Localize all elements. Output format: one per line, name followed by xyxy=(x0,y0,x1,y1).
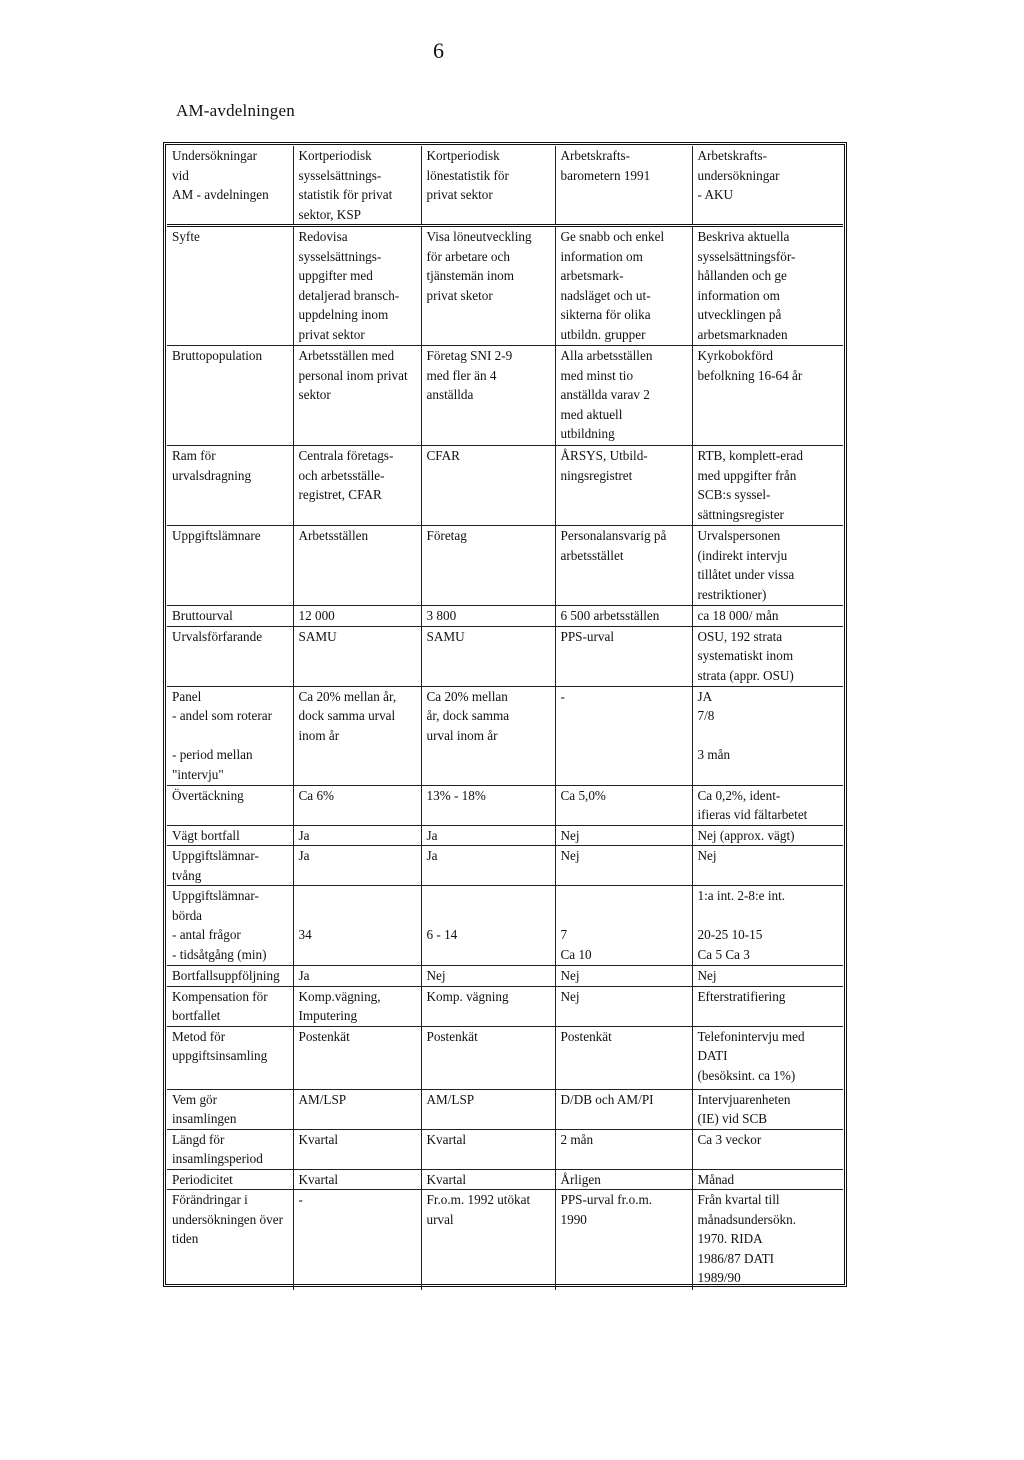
table-cell: Kvartal xyxy=(421,1169,555,1190)
table-cell: Komp. vägning xyxy=(421,986,555,1026)
table-cell: 3 800 xyxy=(421,606,555,627)
row-label: Vägt bortfall xyxy=(167,825,293,846)
row-label: Ram för urvalsdragning xyxy=(167,446,293,526)
table-cell: Fr.o.m. 1992 utökat urval xyxy=(421,1190,555,1290)
row-label: Syfte xyxy=(167,226,293,346)
row-label: Vem gör insamlingen xyxy=(167,1089,293,1129)
table-row xyxy=(167,785,843,825)
row-label: Uppgiftslämnar- tvång xyxy=(167,846,293,886)
table-cell: 6 - 14 xyxy=(421,886,555,966)
table-cell: Visa löneutveckling för arbetare och tjänstemän inom privat sketor xyxy=(421,226,555,346)
table-row xyxy=(167,1190,843,1290)
table-cell: Nej xyxy=(555,966,692,987)
table-header-row xyxy=(167,146,843,226)
table-row xyxy=(167,825,843,846)
table-cell: SAMU xyxy=(293,626,421,686)
table-cell: 1:a int. 2-8:e int. 20-25 10-15 Ca 5 Ca 3 xyxy=(692,886,843,966)
table-row xyxy=(167,1089,843,1129)
table-cell: Komp.vägning, Imputering xyxy=(293,986,421,1026)
table-cell: Nej xyxy=(555,986,692,1026)
table-row xyxy=(167,686,843,785)
table-cell: Nej xyxy=(421,966,555,987)
table-cell: - xyxy=(293,1190,421,1290)
table-row xyxy=(167,966,843,987)
header-cell: Arbetskrafts- undersökningar - AKU xyxy=(692,146,843,226)
row-label: Metod för uppgiftsinsamling xyxy=(167,1026,293,1089)
table-cell: Nej xyxy=(555,846,692,886)
header-cell: Undersökningar vid AM - avdelningen xyxy=(167,146,293,226)
table-cell: Nej xyxy=(555,825,692,846)
table-cell: 2 mån xyxy=(555,1129,692,1169)
table-cell: AM/LSP xyxy=(421,1089,555,1129)
table-cell: Årligen xyxy=(555,1169,692,1190)
table-cell: Nej (approx. vägt) xyxy=(692,825,843,846)
table-row xyxy=(167,986,843,1026)
table-cell: CFAR xyxy=(421,446,555,526)
table-cell: 13% - 18% xyxy=(421,785,555,825)
table-row xyxy=(167,606,843,627)
table-cell: Ca 0,2%, ident- ifieras vid fältarbetet xyxy=(692,785,843,825)
row-label: Panel - andel som roterar - period mellan "intervju" xyxy=(167,686,293,785)
table-cell: Arbetsställen med personal inom privat sektor xyxy=(293,346,421,446)
table-cell: PPS-urval fr.o.m. 1990 xyxy=(555,1190,692,1290)
table-cell: Urvalspersonen (indirekt intervju tillåtet under vissa restriktioner) xyxy=(692,526,843,606)
table-cell: Intervjuarenheten (IE) vid SCB xyxy=(692,1089,843,1129)
table-cell: Ca 20% mellan år, dock samma urval inom år xyxy=(293,686,421,785)
table-row xyxy=(167,886,843,966)
table-row xyxy=(167,1026,843,1089)
table-cell: Ca 20% mellan år, dock samma urval inom år xyxy=(421,686,555,785)
table-cell: Ca 3 veckor xyxy=(692,1129,843,1169)
table-row xyxy=(167,346,843,446)
table-row xyxy=(167,226,843,346)
table-cell: Personalansvarig på arbetsstället xyxy=(555,526,692,606)
table-cell: 12 000 xyxy=(293,606,421,627)
table-cell: JA 7/8 3 mån xyxy=(692,686,843,785)
table-cell: Kvartal xyxy=(293,1169,421,1190)
header-cell: Kortperiodisk sysselsättnings- statistik för privat sektor, KSP xyxy=(293,146,421,226)
header-cell: Arbetskrafts- barometern 1991 xyxy=(555,146,692,226)
table-cell: 7 Ca 10 xyxy=(555,886,692,966)
table-cell: 6 500 arbetsställen xyxy=(555,606,692,627)
table-cell: - xyxy=(555,686,692,785)
table-cell: Kyrkobokförd befolkning 16-64 år xyxy=(692,346,843,446)
table-cell: Alla arbetsställen med minst tio anställda varav 2 med aktuell utbildning xyxy=(555,346,692,446)
table-row xyxy=(167,626,843,686)
page-number: 6 xyxy=(433,38,444,63)
table-row xyxy=(167,1129,843,1169)
table-cell: Nej xyxy=(692,846,843,886)
table-cell: Postenkät xyxy=(421,1026,555,1089)
row-label: Bruttourval xyxy=(167,606,293,627)
table-cell: Ca 5,0% xyxy=(555,785,692,825)
table-cell: PPS-urval xyxy=(555,626,692,686)
table-cell: Ja xyxy=(293,966,421,987)
table-cell: Ja xyxy=(293,846,421,886)
table-cell: Ja xyxy=(421,825,555,846)
table-cell: Kvartal xyxy=(293,1129,421,1169)
row-label: Längd för insamlingsperiod xyxy=(167,1129,293,1169)
table-cell: ÅRSYS, Utbild- ningsregistret xyxy=(555,446,692,526)
table-cell: D/DB och AM/PI xyxy=(555,1089,692,1129)
row-label: Förändringar i undersökningen över tiden xyxy=(172,1192,283,1246)
table-row xyxy=(167,526,843,606)
table-cell: RTB, komplett-erad med uppgifter från SCB:s syssel- sättningsregister xyxy=(692,446,843,526)
table-row xyxy=(167,1169,843,1190)
table-row xyxy=(167,846,843,886)
table-cell: Företag xyxy=(421,526,555,606)
table-cell: Beskriva aktuella sysselsättningsför- hållanden och ge information om utvecklingen på arbetsmarknaden xyxy=(692,226,843,346)
table-cell: SAMU xyxy=(421,626,555,686)
table-cell: Ja xyxy=(293,825,421,846)
row-label: Periodicitet xyxy=(167,1169,293,1190)
table-cell: Centrala företags- och arbetsställe- registret, CFAR xyxy=(293,446,421,526)
section-title: AM-avdelningen xyxy=(176,101,295,120)
table-cell: Arbetsställen xyxy=(293,526,421,606)
table-cell: AM/LSP xyxy=(293,1089,421,1129)
table-cell: Företag SNI 2-9 med fler än 4 anställda xyxy=(421,346,555,446)
row-label: Uppgiftslämnare xyxy=(167,526,293,606)
table-cell: Månad xyxy=(692,1169,843,1190)
table-cell: Ja xyxy=(421,846,555,886)
row-label: Uppgiftslämnar- börda - antal frågor - tidsåtgång (min) xyxy=(167,886,293,966)
table-cell: ca 18 000/ mån xyxy=(692,606,843,627)
table-cell: Ca 6% xyxy=(293,785,421,825)
table-cell: Postenkät xyxy=(555,1026,692,1089)
table-cell: Kvartal xyxy=(421,1129,555,1169)
row-label: Bruttopopulation xyxy=(167,346,293,446)
table-cell: Efterstratifiering xyxy=(692,986,843,1026)
row-label: Kompensation för bortfallet xyxy=(167,986,293,1026)
header-cell: Kortperiodisk lönestatistik för privat sektor xyxy=(421,146,555,226)
survey-comparison-table xyxy=(167,146,843,1290)
table-cell: OSU, 192 strata systematiskt inom strata (appr. OSU) xyxy=(692,626,843,686)
table-cell: Postenkät xyxy=(293,1026,421,1089)
table-row xyxy=(167,446,843,526)
table-cell: Från kvartal till månadsundersökn. 1970. RIDA 1986/87 DATI 1989/90 xyxy=(692,1190,843,1290)
row-label: Bortfallsuppföljning xyxy=(167,966,293,987)
table-cell: 34 xyxy=(293,886,421,966)
table-cell: Ge snabb och enkel information om arbetsmark- nadsläget och ut- sikterna för olika utbildn. grupper xyxy=(555,226,692,346)
table-cell: Telefonintervju med DATI (besöksint. ca 1%) xyxy=(692,1026,843,1089)
table-cell: Nej xyxy=(692,966,843,987)
table-cell: Redovisa sysselsättnings- uppgifter med detaljerad bransch- uppdelning inom privat sektor xyxy=(293,226,421,346)
row-label: Urvalsförfarande xyxy=(167,626,293,686)
row-label: Övertäckning xyxy=(167,785,293,825)
